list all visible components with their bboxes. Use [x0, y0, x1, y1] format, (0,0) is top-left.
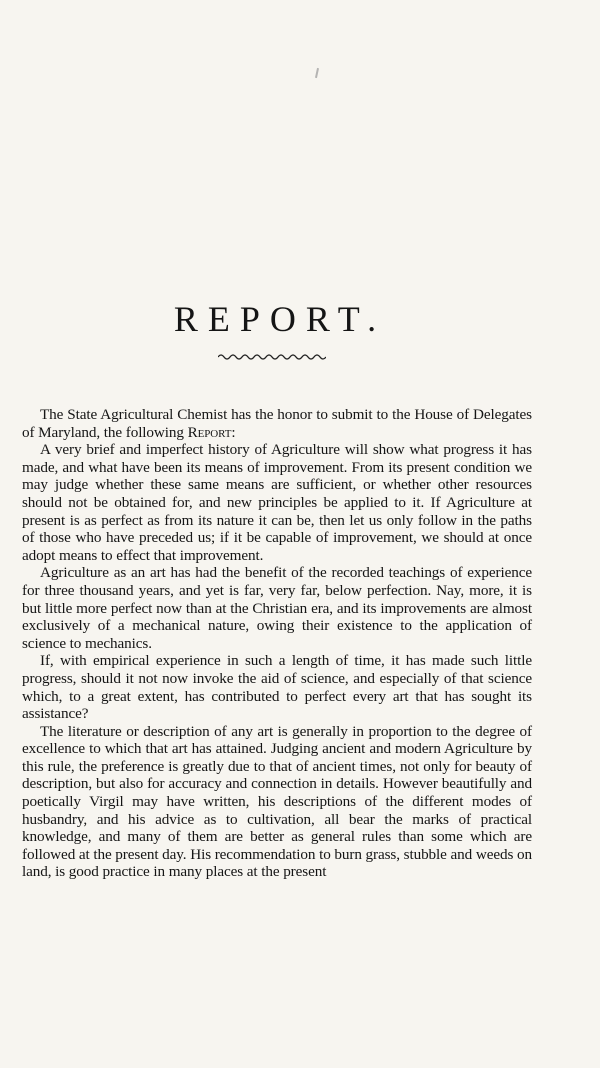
wavy-rule-ornament: [218, 352, 326, 362]
print-speck: [315, 68, 319, 78]
paragraph-science: If, with empirical experience in such a length of time, it has made such little progress, should it not now invoke the aid of science, and especially of that science which, to a great extent, has contributed to perfect every art that has sought its assistance?: [22, 652, 532, 723]
paragraph-intro-text: The State Agricultural Chemist has the honor to submit to the House of Delegates of Maryland, the following: [22, 406, 532, 441]
paragraph-intro-tail: :: [231, 423, 236, 441]
report-smallcaps-word: Report: [187, 423, 232, 441]
paragraph-art: Agriculture as an art has had the benefit of the recorded teachings of experience for three thousand years, and yet is far, very far, below perfection. Nay, more, it is but little more perfect now than at the Christian era, and its improvements are almost exclusively of a mechanical nature, owing their existence to the application of science to mechanics.: [22, 564, 532, 652]
paragraph-intro: [22, 406, 532, 441]
page-title: REPORT.: [173, 299, 387, 340]
paragraph-history: A very brief and imperfect history of Agriculture will show what progress it has made, and what have been its means of improvement. From its present condition we may judge whether these same means are sufficient, or whether other resources should not be obtained for, and new principles be applied to it. If Agriculture at present is as perfect as from its nature it can be, then let us only follow in the paths of those who have preceded us; if it be capable of improvement, we should at once adopt means to effect that improvement.: [22, 441, 532, 564]
report-body: [22, 406, 532, 881]
paragraph-literature: The literature or description of any art is generally in proportion to the degree of excellence to which that art has attained. Judging ancient and modern Agriculture by this rule, the preference is greatly due to that of ancient times, not only for beauty of description, but also for accuracy and connection in details. However beautifully and poetically Virgil may have written, his descriptions of the different modes of husbandry, and his advice as to cultivation, all bear the marks of practical knowledge, and many of them are better as general rules than some which are followed at the present day. His recommendation to burn grass, stubble and weeds on land, is good practice in many places at the present: [22, 722, 532, 881]
